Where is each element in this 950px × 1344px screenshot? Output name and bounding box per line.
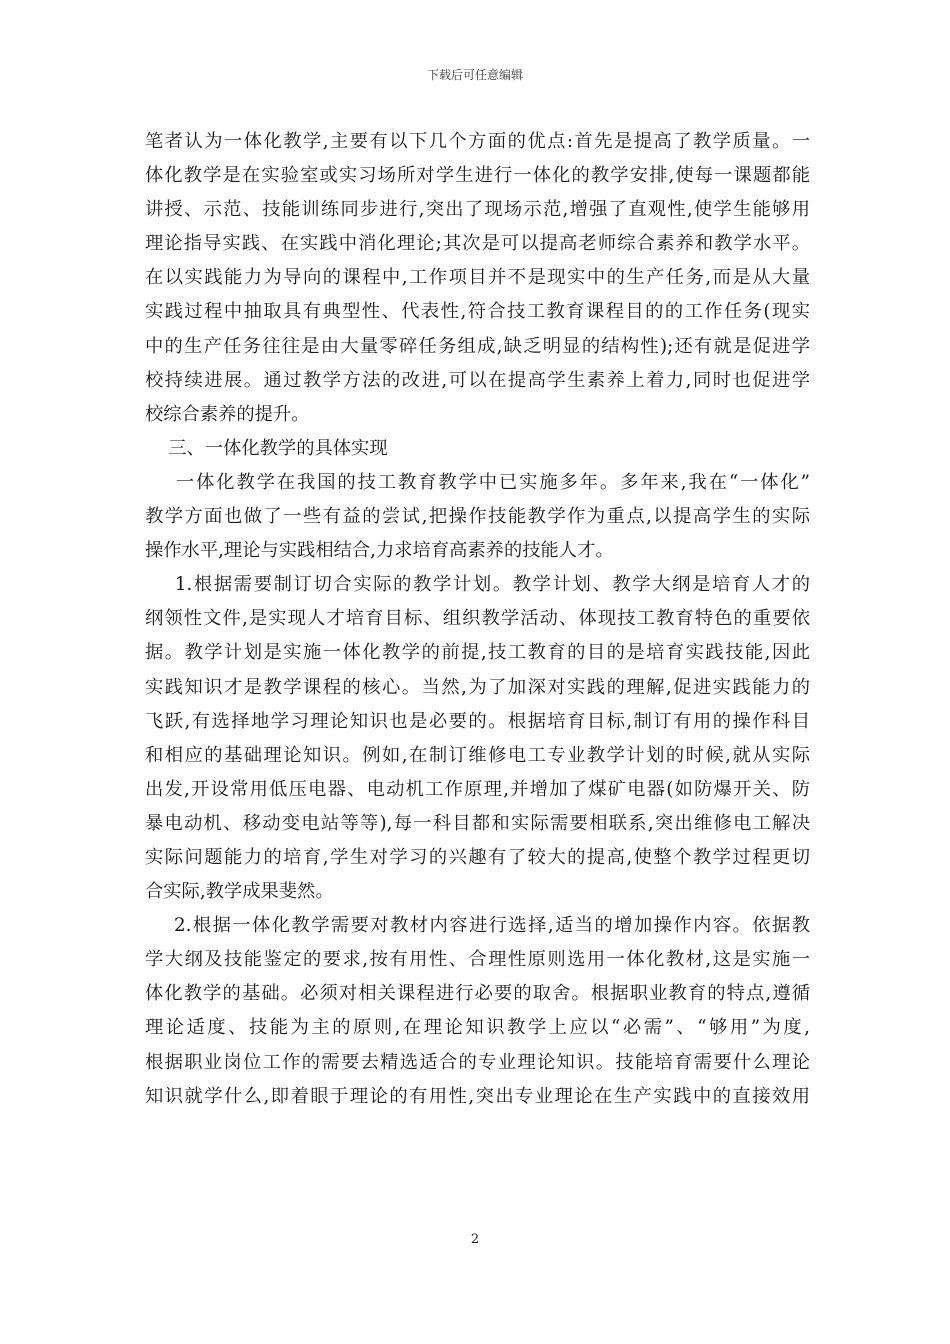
text-line: 学大纲及技能鉴定的要求,按有用性、合理性原则选用一体化教材,这是实施一 [145,949,810,971]
text-line: 实际问题能力的培育,学生对学习的兴趣有了较大的提高,使整个教学过程更切 [145,846,810,868]
text-line: 在以实践能力为导向的课程中,工作项目并不是现实中的生产任务,而是从大量 [145,267,810,289]
text-line: 讲授、示范、技能训练同步进行,突出了现场示范,增强了直观性,使学生能够用 [145,199,810,221]
body-text [145,125,810,1114]
text-line: 体化教学的基础。必须对相关课程进行必要的取舍。根据职业教育的特点,遵循 [145,983,810,1005]
text-line: 操作水平,理论与实践相结合,力求培育高素养的技能人才。 [145,540,614,562]
text-line: 校持续进展。通过教学方法的改进,可以在提高学生素养上着力,同时也促进学 [145,369,810,391]
text-line: 和相应的基础理论知识。例如,在制订维修电工专业教学计划的时候,就从实际 [145,744,810,766]
text-line: 笔者认为一体化教学,主要有以下几个方面的优点:首先是提高了教学质量。一 [145,131,810,152]
text-line: 校综合素养的提升。 [145,403,310,425]
text-line: 1.根据需要制订切合实际的教学计划。教学计划、教学大纲是培育人才的 [145,574,810,596]
text-line: 2.根据一体化教学需要对教材内容进行选择,适当的增加操作内容。依据教 [145,915,810,937]
text-line: 教学方面也做了一些有益的尝试,把操作技能教学作为重点,以提高学生的实际 [145,506,810,528]
text-line: 合实际,教学成果斐然。 [145,881,334,903]
text-line: 理论指导实践、在实践中消化理论;其次是可以提高老师综合素养和教学水平。 [145,233,810,255]
page-header: 下载后可任意编辑 [426,68,523,82]
text-line: 纲领性文件,是实现人才培育目标、组织教学活动、体现技工教育特色的重要依 [145,608,810,630]
text-line: 一体化教学在我国的技工教育教学中已实施多年。多年来,我在“一体化” [145,471,810,493]
page-number: 2 [470,1232,480,1247]
text-line: 实践过程中抽取具有典型性、代表性,符合技工教育课程目的的工作任务(现实 [145,301,810,323]
text-line: 理论适度、技能为主的原则,在理论知识教学上应以“必需”、“够用”为度, [145,1017,810,1039]
text-line: 据。教学计划是实施一体化教学的前提,技工教育的目的是培育实践技能,因此 [145,642,810,664]
text-line: 暴电动机、移动变电站等等),每一科目都和实际需要相联系,突出维修电工解决 [145,812,810,834]
text-line: 出发,开设常用低压电器、电动机工作原理,并增加了煤矿电器(如防爆开关、防 [145,778,810,800]
text-line: 三、一体化教学的具体实现 [145,437,388,459]
text-line: 知识就学什么,即着眼于理论的有用性,突出专业理论在生产实践中的直接效用 [145,1085,810,1107]
text-line: 体化教学是在实验室或实习场所对学生进行一体化的教学安排,使每一课题都能 [145,165,810,187]
text-line: 根据职业岗位工作的需要去精选适合的专业理论知识。技能培育需要什么理论 [145,1051,810,1073]
text-line: 实践知识才是教学课程的核心。当然,为了加深对实践的理解,促进实践能力的 [145,676,810,698]
text-line: 飞跃,有选择地学习理论知识也是必要的。根据培育目标,制订有用的操作科目 [145,710,810,732]
text-line: 中的生产任务往往是由大量零碎任务组成,缺乏明显的结构性);还有就是促进学 [145,335,810,357]
